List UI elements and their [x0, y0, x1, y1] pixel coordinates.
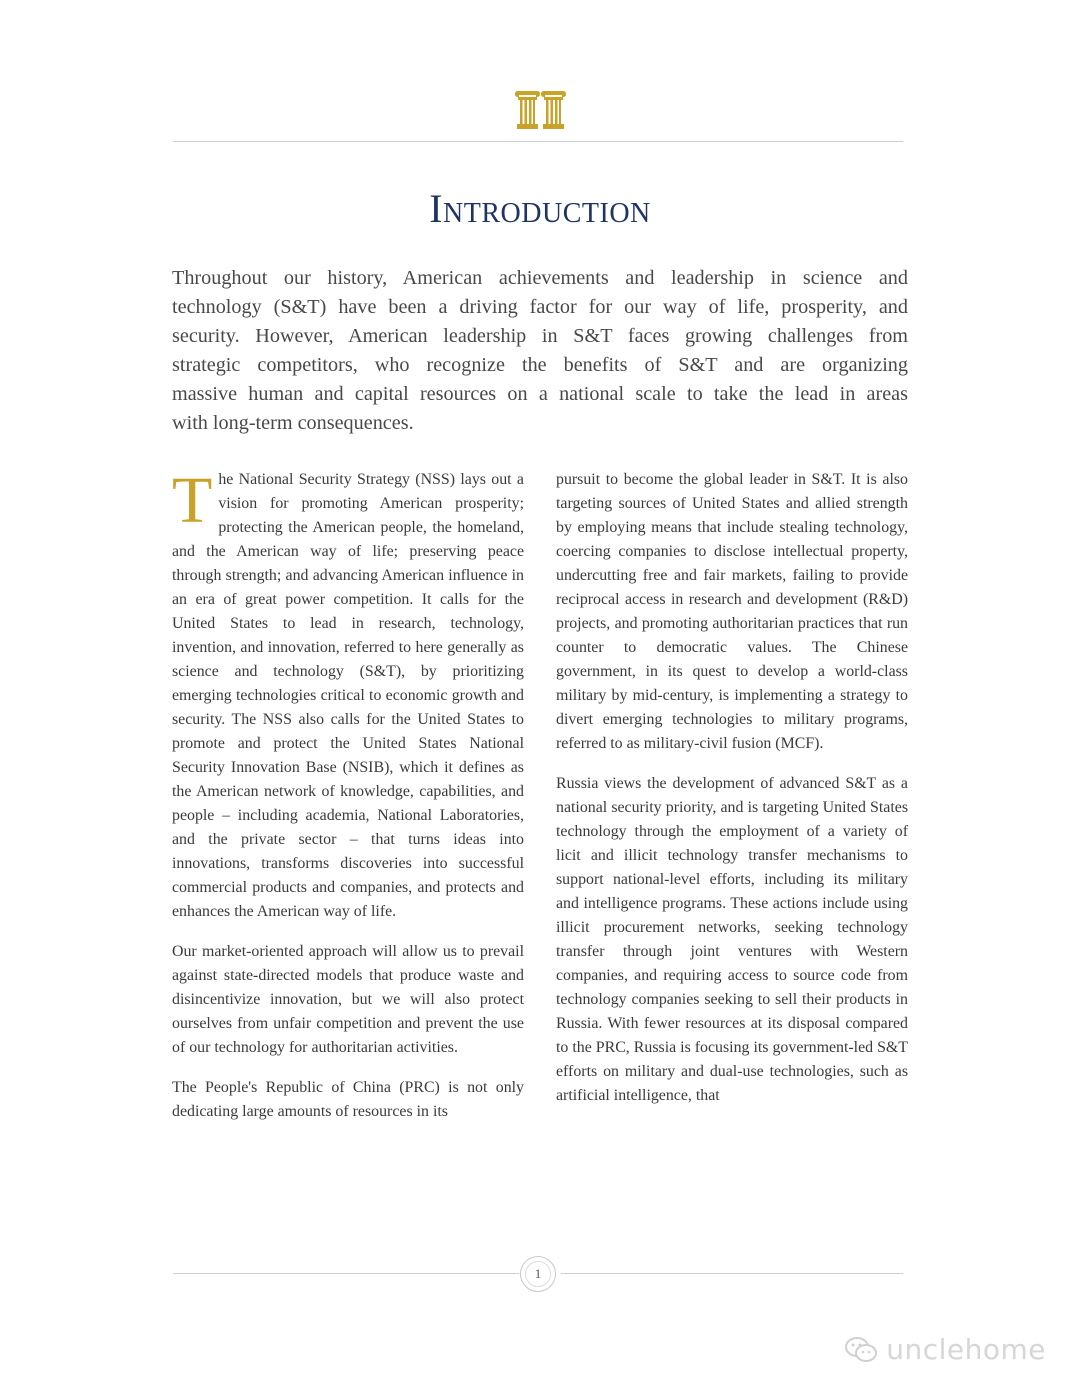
footer-divider — [561, 1273, 903, 1274]
intro-line: massive human and capital resources on a national scale to take the lead in areas — [172, 383, 908, 405]
intro-line: Throughout our history, American achievements and leadership in science and — [172, 267, 908, 289]
intro-line: technology (S&T) have been a driving factor for our way of life, prosperity, and — [172, 296, 908, 318]
wechat-icon — [844, 1336, 878, 1364]
body-paragraph: Russia views the development of advanced S&T as a national security priority, and is targeting United States technology through the employment of a variety of licit and illicit technology transfer mechanisms to support national-level efforts, including its military and intelligence programs. These actions include using illicit procurement networks, seeking technology transfer through joint ventures with Western companies, and requiring access to source code from technology companies seeking to sell their products in Russia. With fewer resources at its disposal compared to the PRC, Russia is focusing its government-led S&T efforts on military and dual-use technologies, such as artificial intelligence, that — [556, 775, 908, 1104]
drop-cap: T — [172, 464, 213, 537]
page-number: 1 — [525, 1261, 551, 1287]
watermark-text: unclehome — [886, 1333, 1046, 1366]
page-title: Introduction — [429, 186, 651, 231]
header-divider — [173, 141, 903, 142]
paragraph-text: he National Security Strategy (NSS) lays out a vision for promoting American prosperity; protecting the American people, the homeland, and the American way of life; preserving peace through strength; and advancing American influence in an era of great power competition. It calls for the United States to lead in research, technology, invention, and innovation, referred to here generally as science and technology (S&T), by prioritizing emerging technologies critical to economic growth and security. The NSS also calls for the United States to promote and protect the United States National Security Innovation Base (NSIB), which it defines as the American network of knowledge, capabilities, and people – including academia, National Laboratories, and the private sector – that turns ideas into innovations, transforms discoveries into successful commercial products and companies, and protects and enhances the American way of life. — [172, 471, 524, 920]
page-number-badge — [520, 1256, 556, 1292]
left-column — [172, 464, 524, 1124]
columns-logo-icon — [514, 91, 566, 129]
intro-line: security. However, American leadership in S&T faces growing challenges from — [172, 325, 908, 347]
body-paragraph: The People's Republic of China (PRC) is not only dedicating large amounts of resources in its — [172, 1079, 524, 1120]
body-paragraph: pursuit to become the global leader in S&T. It is also targeting sources of United States and allied strength by employing means that include stealing technology, coercing companies to disclose intellectual property, undercutting free and fair markets, failing to provide reciprocal access in research and development (R&D) projects, and promoting authoritarian practices that run counter to democratic values. The Chinese government, in its quest to develop a world-class military by mid-century, is implementing a strategy to divert emerging technologies to military programs, referred to as military-civil fusion (MCF). — [556, 471, 908, 752]
intro-line: with long-term consequences. — [172, 412, 414, 434]
footer-divider — [173, 1273, 519, 1274]
body-paragraph: Our market-oriented approach will allow us to prevail against state-directed models that produce waste and disincentivize innovation, but we will also protect ourselves from unfair competition and prevent the use of our technology for authoritarian activities. — [172, 943, 524, 1056]
right-column — [556, 468, 908, 1108]
watermark — [844, 1333, 1046, 1366]
body-paragraph — [172, 464, 524, 924]
intro-paragraph — [172, 264, 908, 438]
intro-line: strategic competitors, who recognize the benefits of S&T and are organizing — [172, 354, 908, 376]
